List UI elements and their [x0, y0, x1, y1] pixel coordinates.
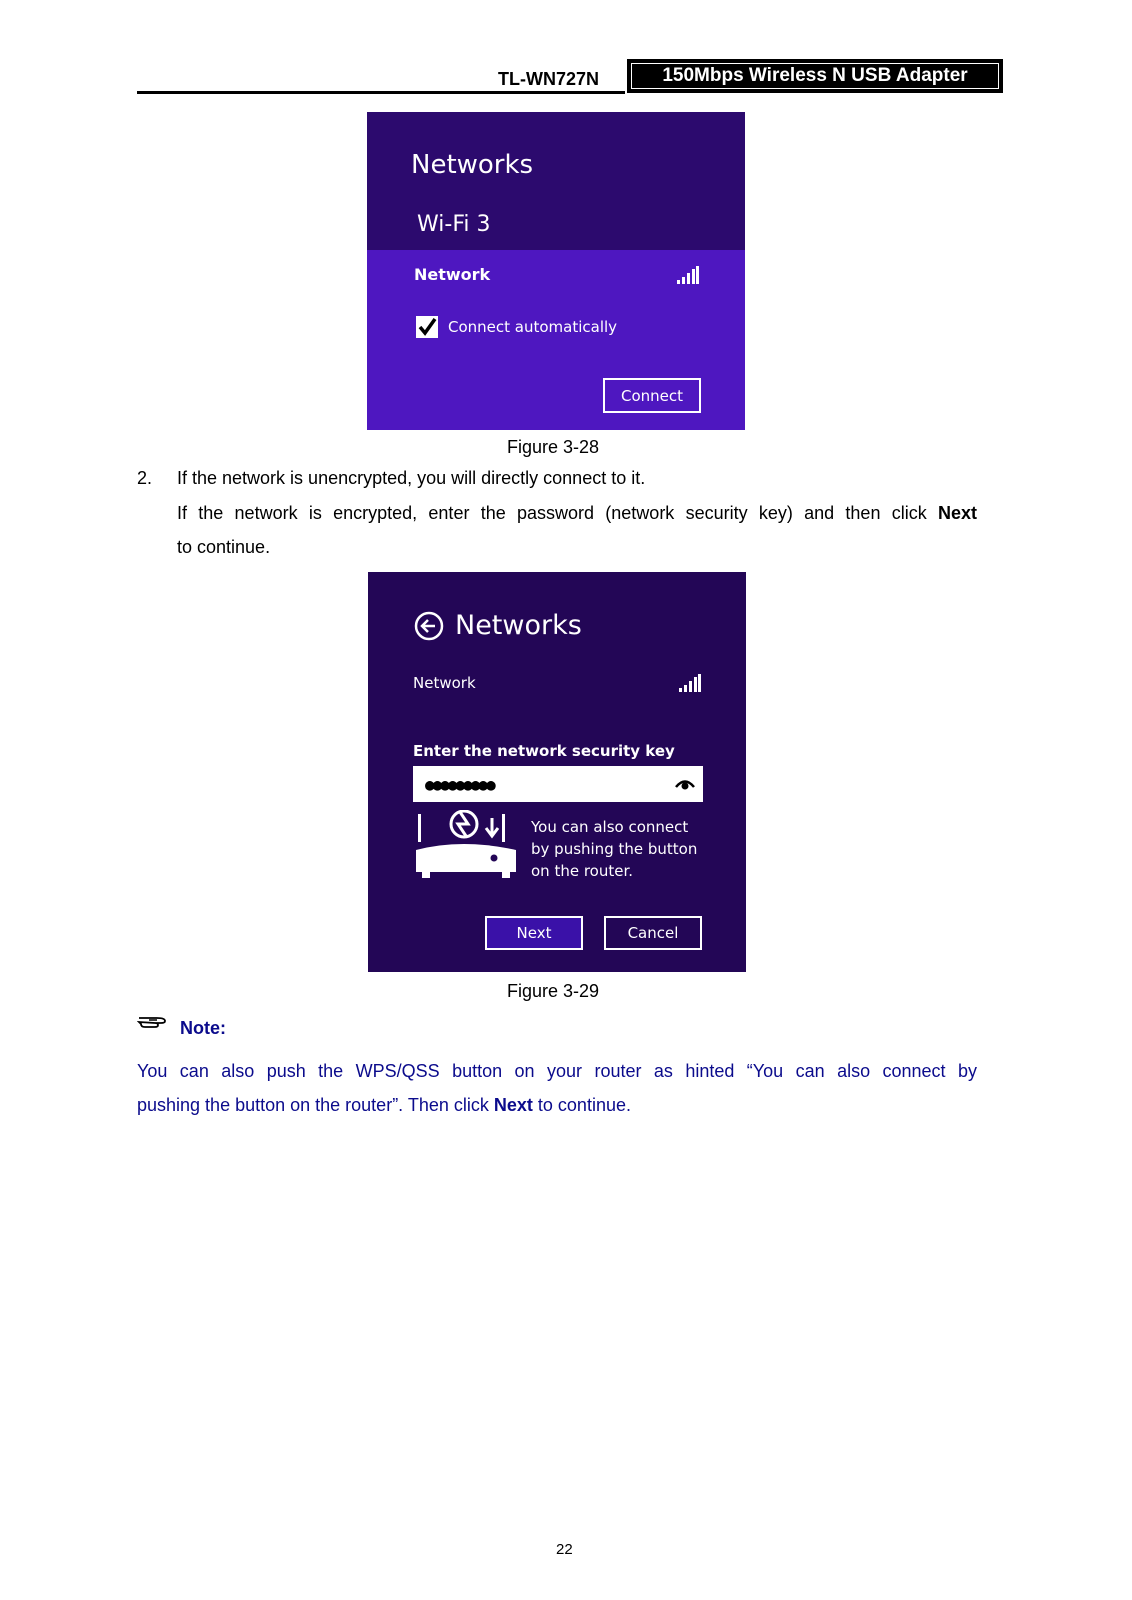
header-product-box: [627, 59, 1003, 93]
network-name: Network: [413, 674, 476, 692]
connect-automatically-checkbox[interactable]: [416, 316, 438, 338]
pointing-hand-icon: [137, 1012, 169, 1030]
security-key-input[interactable]: [413, 766, 703, 802]
security-key-label: Enter the network security key: [413, 742, 675, 760]
signal-strength-icon: [679, 674, 701, 692]
networks-title: Networks: [455, 610, 582, 641]
network-item-selected[interactable]: [367, 250, 745, 430]
wps-hint-line2: by pushing the button: [531, 840, 698, 858]
adapter-name: Wi-Fi 3: [417, 212, 491, 237]
page-number: 22: [556, 1541, 573, 1558]
note-text-line1: You can also push the WPS/QSS button on your router as hinted “You can also connect by: [137, 1061, 977, 1081]
reveal-password-eye-icon[interactable]: [675, 776, 695, 790]
back-arrow-icon[interactable]: [414, 611, 444, 641]
note-next-bold: Next: [493, 1095, 533, 1115]
step-text: If the network is encrypted, enter the password (network security key) and then click: [177, 503, 938, 523]
router-wps-icon: [416, 810, 520, 878]
header-product: 150Mbps Wireless N USB Adapter: [631, 63, 999, 89]
note-label: Note:: [180, 1018, 226, 1038]
signal-strength-icon: [677, 266, 699, 284]
security-key-value: ●●●●●●●●●: [425, 774, 494, 794]
next-button[interactable]: Next: [485, 916, 583, 950]
figure-caption: Figure 3-28: [507, 437, 600, 457]
connect-button[interactable]: Connect: [603, 378, 701, 413]
networks-title: Networks: [411, 150, 534, 180]
wps-hint-line3: on the router.: [531, 862, 634, 880]
step-text-line2: [177, 496, 977, 530]
networks-panel-header: [367, 112, 745, 250]
note-text-line2: [137, 1088, 631, 1122]
note-text-end: to continue.: [532, 1095, 631, 1115]
network-name: Network: [414, 265, 491, 284]
step-next-bold: Next: [937, 503, 977, 523]
connect-automatically-label: Connect automatically: [448, 318, 618, 336]
wps-hint-line1: You can also connect: [531, 818, 689, 836]
step-text-line3: to continue.: [177, 537, 271, 557]
figure-network-security-key: [368, 572, 746, 972]
cancel-button[interactable]: Cancel: [604, 916, 702, 950]
step-number: 2.: [137, 468, 153, 488]
header-model: TL-WN727N: [498, 69, 600, 89]
note-text: pushing the button on the router”. Then click: [137, 1095, 494, 1115]
figure-caption: Figure 3-29: [507, 981, 600, 1001]
step-text-line1: If the network is unencrypted, you will directly connect to it.: [177, 468, 646, 488]
wps-hint: [531, 816, 711, 882]
header-rule: [137, 91, 625, 94]
figure-networks-connect: [367, 112, 745, 430]
checkmark-icon: [416, 316, 438, 338]
